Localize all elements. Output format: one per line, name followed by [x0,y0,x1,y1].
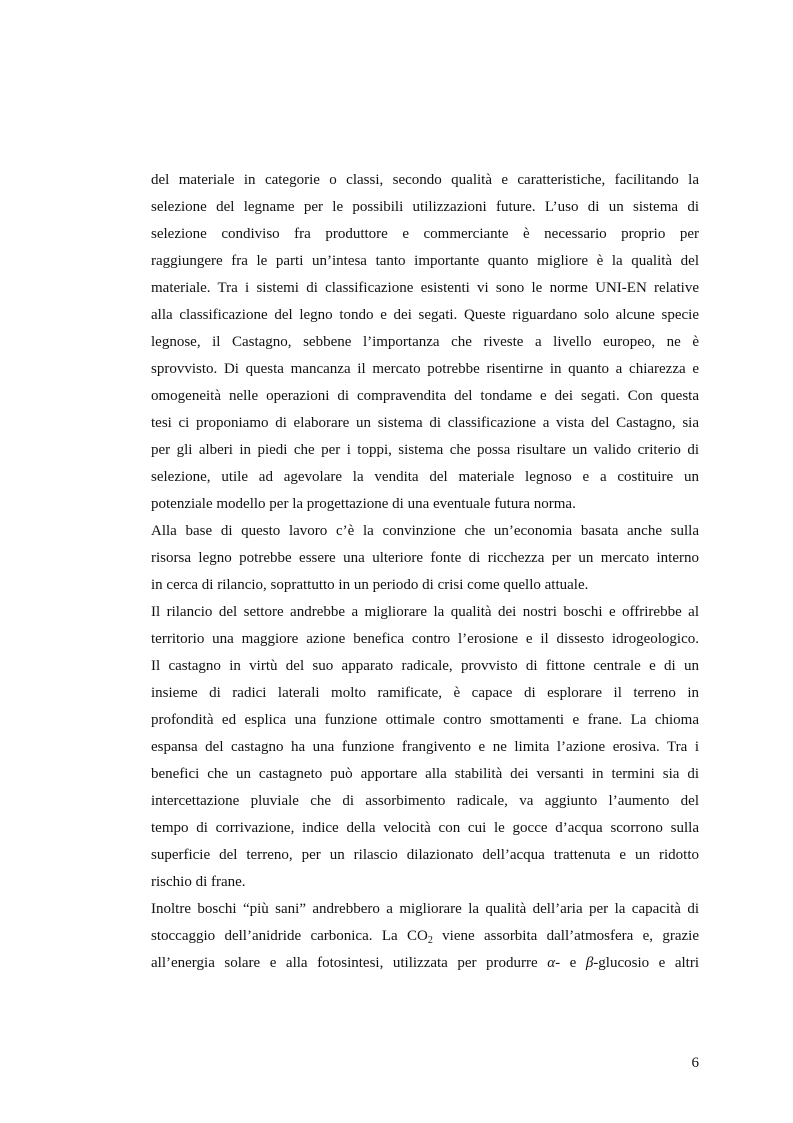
text-line: selezione condiviso fra produttore e commerciante è necessario proprio per [151,226,699,242]
glucose-text-after: -glucosio e altri [593,955,699,971]
text-line: risorsa legno potrebbe essere una ulteriore fonte di ricchezza per un mercato interno [151,550,699,566]
text-line: Il rilancio del settore andrebbe a migliorare la qualità dei nostri boschi e offrirebbe al [151,604,699,620]
text-line: sprovvisto. Di questa mancanza il mercato potrebbe risentirne in quanto a chiarezza e [151,361,699,377]
text-line: rischio di frane. [151,874,246,890]
text-line: raggiungere fra le parti un’intesa tanto importante quanto migliore è la qualità del [151,253,699,269]
beta-symbol: β [585,955,594,971]
co2-subscript: 2 [427,935,433,946]
paragraph-erosion [151,599,699,896]
text-line: tesi ci proponiamo di elaborare un sistema di classificazione a vista del Castagno, sia [151,415,699,431]
glucose-text-before: all’energia solare e alla fotosintesi, utilizzata per produrre [151,955,548,971]
text-line: Il castagno in virtù del suo apparato radicale, provvisto di fittone centrale e di un [151,658,699,674]
page-number: 6 [691,1055,699,1071]
co2-text-before: stoccaggio dell’anidride carbonica. La CO [151,928,428,944]
text-line: benefici che un castagneto può apportare alla stabilità dei versanti in termini sia di [151,766,699,782]
text-line: potenziale modello per la progettazione di una eventuale futura norma. [151,496,576,512]
text-line: profondità ed esplica una funzione ottimale contro smottamenti e frane. La chioma [151,712,699,728]
text-line: selezione, utile ad agevolare la vendita del materiale legnoso e a costituire un [151,469,699,485]
text-line: omogeneità nelle operazioni di compravendita del tondame e dei segati. Con questa [151,388,699,404]
text-line: legnose, il Castagno, sebbene l’importanza che riveste a livello europeo, ne è [151,334,699,350]
text-line: in cerca di rilancio, soprattutto in un periodo di crisi come quello attuale. [151,577,589,593]
text-line: del materiale in categorie o classi, secondo qualità e caratteristiche, facilitando la [151,172,699,188]
paragraph-air-quality [151,896,699,977]
text-line-glucose [151,950,699,977]
text-line: intercettazione pluviale che di assorbimento radicale, va aggiunto l’aumento del [151,793,699,809]
glucose-text-middle: - e [555,955,586,971]
co2-text-after: viene assorbita dall’atmosfera e, grazie [432,928,699,944]
text-line: per gli alberi in piedi che per i toppi, sistema che possa risultare un valido criterio di [151,442,699,458]
text-line: insieme di radici laterali molto ramificate, è capace di esplorare il terreno in [151,685,699,701]
paragraph-economy [151,518,699,599]
text-line-co2 [151,923,699,950]
text-line: Alla base di questo lavoro c’è la convinzione che un’economia basata anche sulla [151,523,699,539]
text-line: selezione del legname per le possibili utilizzazioni future. L’uso di un sistema di [151,199,699,215]
text-line: alla classificazione del legno tondo e dei segati. Queste riguardano solo alcune specie [151,307,699,323]
text-line: tempo di corrivazione, indice della velocità con cui le gocce d’acqua scorrono sulla [151,820,699,836]
text-line: materiale. Tra i sistemi di classificazione esistenti vi sono le norme UNI-EN relative [151,280,699,296]
body-text [151,167,699,977]
text-line: superficie del terreno, per un rilascio dilazionato dell’acqua trattenuta e un ridotto [151,847,699,863]
alpha-symbol: α [547,955,556,971]
text-line: espansa del castagno ha una funzione frangivento e ne limita l’azione erosiva. Tra i [151,739,699,755]
text-line: territorio una maggiore azione benefica contro l’erosione e il dissesto idrogeologico. [151,631,699,647]
text-line: Inoltre boschi “più sani” andrebbero a migliorare la qualità dell’aria per la capacità di [151,901,699,917]
paragraph-classification [151,167,699,518]
